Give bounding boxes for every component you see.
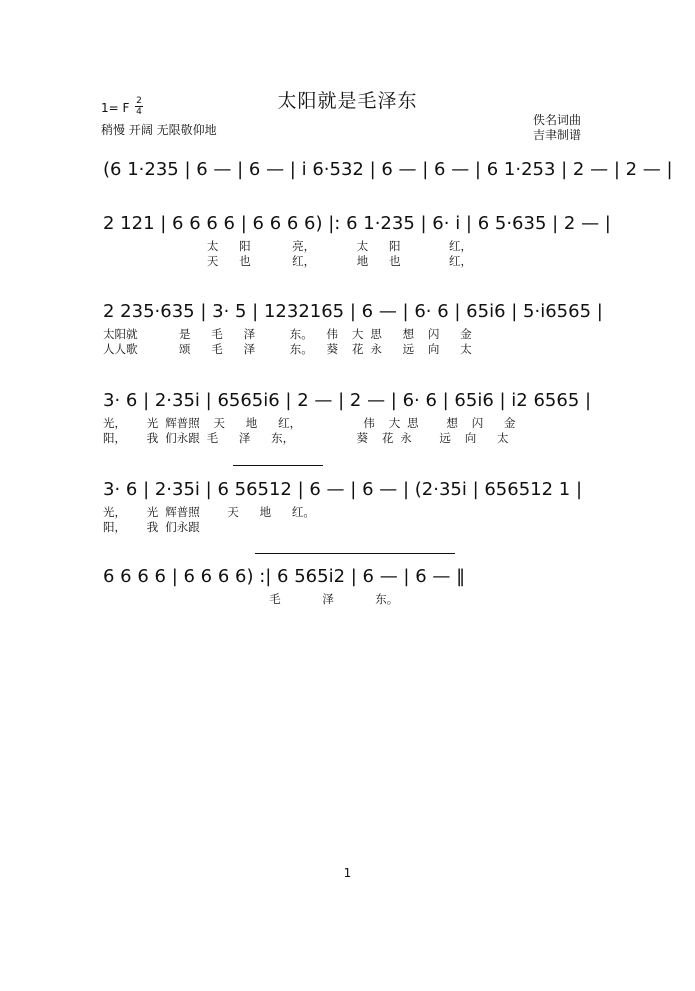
lyricist-credit: 佚名词曲 (533, 113, 582, 127)
arranger-credit: 吉聿制谱 (533, 128, 582, 142)
notation: 6 6 6 6 | 6 6 6 6) :| 6 565i2 | 6 — | 6 — ‖ (103, 566, 466, 587)
lyric-verse-2: 阳， 我 们永跟 毛 泽 东， 葵 花 永 远 向 太 (103, 431, 509, 445)
key-signature: 1= F (101, 101, 130, 115)
page-number: 1 (343, 866, 352, 880)
score-line-1 (103, 157, 673, 183)
lyric-verse-1: 毛 泽 东。 (103, 592, 399, 606)
time-signature (134, 96, 144, 117)
notation: 2 121 | 6 6 6 6 | 6 6 6 6) |: 6 1·235 | 6· i | 6 5·635 | 2 — | (103, 213, 611, 234)
lyric-verse-1: 太 阳 亮， 太 阳 红， (103, 239, 472, 253)
lyric-verse-2: 阳， 我 们永跟 (103, 520, 200, 534)
notation: 2 235·635 | 3· 5 | 1232165 | 6 — | 6· 6 | 65i6 | 5·i6565 | (103, 301, 603, 322)
notation: 3· 6 | 2·35i | 6 56512 | 6 — | 6 — | (2·35i | 656512 1 | (103, 479, 583, 500)
lyric-verse-1: 光， 光 辉普照 天 地 红。 (103, 505, 315, 519)
lyric-verse-2: 天 也 红， 地 也 红， (103, 254, 472, 268)
song-title: 太阳就是毛泽东 (277, 90, 418, 112)
lyric-verse-1: 光， 光 辉普照 天 地 红， 伟 大 思 想 闪 金 (103, 416, 516, 430)
volta-bracket-1 (233, 465, 323, 466)
notation: (6 1·235 | 6 — | 6 — | i 6·532 | 6 — | 6 — | 6 1·253 | 2 — | 2 — | (103, 159, 673, 180)
score-line-4 (103, 388, 592, 445)
score-line-2 (103, 211, 611, 268)
tempo-marking: 稍慢 开阔 无限敬仰地 (101, 123, 217, 137)
lyric-verse-2: 人人歌 颂 毛 泽 东。 葵 花 永 远 向 太 (103, 342, 472, 356)
score-line-6 (103, 564, 466, 606)
meter-bottom: 4 (136, 107, 142, 117)
volta-bracket-2 (255, 553, 455, 554)
notation: 3· 6 | 2·35i | 6565i6 | 2 — | 2 — | 6· 6 | 65i6 | i2 6565 | (103, 390, 592, 411)
score-line-3 (103, 299, 603, 356)
score-line-5 (103, 477, 583, 534)
lyric-verse-1: 太阳就 是 毛 泽 东。 伟 大 思 想 闪 金 (103, 327, 472, 341)
meter-top: 2 (136, 96, 142, 106)
